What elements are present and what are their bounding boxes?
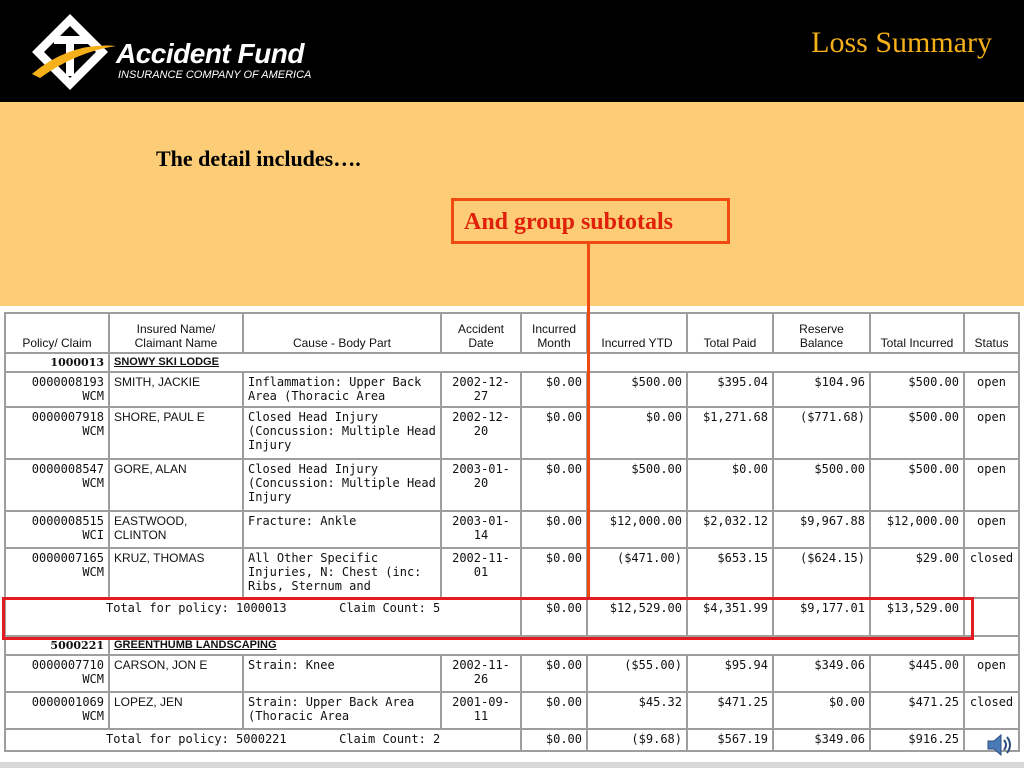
incurred-month: $0.00 [521, 548, 587, 598]
group-insured-name: SNOWY SKI LODGE [109, 353, 1019, 372]
cause-body-part: Strain: Upper Back Area (Thoracic Area [243, 692, 441, 729]
group-policy-number: 5000221 [5, 636, 109, 655]
col-header-status: Status [964, 313, 1019, 353]
total-incurred: $29.00 [870, 548, 964, 598]
incurred-month: $0.00 [521, 459, 587, 511]
claim-number: 0000007918 WCM [5, 407, 109, 459]
col-header-accident-date: Accident Date [441, 313, 521, 353]
table-row [5, 372, 1019, 407]
subtotal-claim-count: Claim Count: 2 [339, 732, 441, 746]
claimant-name: SHORE, PAUL E [109, 407, 243, 459]
incurred-month: $0.00 [521, 692, 587, 729]
reserve-balance: $104.96 [773, 372, 870, 407]
claim-status: open [964, 407, 1019, 459]
loss-table-panel [0, 306, 1024, 768]
detail-subtitle: The detail includes…. [156, 146, 361, 171]
incurred-ytd: $500.00 [587, 372, 687, 407]
subtotal-total-paid: $4,351.99 [687, 598, 773, 636]
total-paid: $0.00 [687, 459, 773, 511]
subtotal-label: Total for policy: 5000221 [106, 732, 287, 746]
reserve-balance: ($624.15) [773, 548, 870, 598]
accident-date: 2002-12-20 [441, 407, 521, 459]
bottom-scrollbar[interactable] [0, 762, 1024, 768]
claim-status: open [964, 655, 1019, 692]
accident-fund-logo [30, 12, 330, 92]
subtotal-claim-count: Claim Count: 5 [339, 601, 441, 615]
subtotal-total-incurred: $13,529.00 [870, 598, 964, 636]
subtotal-incurred-month: $0.00 [521, 598, 587, 636]
subtotal-reserve-balance: $9,177.01 [773, 598, 870, 636]
total-paid: $1,271.68 [687, 407, 773, 459]
reserve-balance: $500.00 [773, 459, 870, 511]
logo-mark-icon [30, 12, 120, 92]
col-header-cause: Cause - Body Part [243, 313, 441, 353]
incurred-month: $0.00 [521, 372, 587, 407]
accident-date: 2003-01-14 [441, 511, 521, 548]
speaker-icon[interactable] [984, 730, 1014, 760]
total-paid: $95.94 [687, 655, 773, 692]
cause-body-part: Inflammation: Upper Back Area (Thoracic Area [243, 372, 441, 407]
callout-connector-line [587, 244, 590, 599]
table-row [5, 407, 1019, 459]
claim-number: 0000008193 WCM [5, 372, 109, 407]
group-policy-number: 1000013 [5, 353, 109, 372]
table-row [5, 459, 1019, 511]
claimant-name: LOPEZ, JEN [109, 692, 243, 729]
subtotal-total-paid: $567.19 [687, 729, 773, 751]
accident-date: 2002-11-01 [441, 548, 521, 598]
incurred-month: $0.00 [521, 407, 587, 459]
incurred-ytd: $500.00 [587, 459, 687, 511]
total-paid: $395.04 [687, 372, 773, 407]
subtotal-incurred-ytd: $12,529.00 [587, 598, 687, 636]
reserve-balance: ($771.68) [773, 407, 870, 459]
claim-number: 0000008515 WCI [5, 511, 109, 548]
accident-date: 2001-09-11 [441, 692, 521, 729]
total-incurred: $471.25 [870, 692, 964, 729]
claimant-name: EASTWOOD, CLINTON [109, 511, 243, 548]
claim-number: 0000007165 WCM [5, 548, 109, 598]
incurred-ytd: ($471.00) [587, 548, 687, 598]
subtotal-row [5, 729, 1019, 751]
cause-body-part: Strain: Knee [243, 655, 441, 692]
subtotal-reserve-balance: $349.06 [773, 729, 870, 751]
col-header-total-paid: Total Paid [687, 313, 773, 353]
claim-number: 0000008547 WCM [5, 459, 109, 511]
total-paid: $2,032.12 [687, 511, 773, 548]
claim-number: 0000001069 WCM [5, 692, 109, 729]
incurred-month: $0.00 [521, 655, 587, 692]
slide-title: Loss Summary [811, 26, 992, 59]
reserve-balance: $9,967.88 [773, 511, 870, 548]
col-header-incurred-month: Incurred Month [521, 313, 587, 353]
accident-date: 2002-12-27 [441, 372, 521, 407]
incurred-ytd: $12,000.00 [587, 511, 687, 548]
subtotal-incurred-ytd: ($9.68) [587, 729, 687, 751]
table-header-row [5, 313, 1019, 353]
total-paid: $471.25 [687, 692, 773, 729]
claim-status: closed [964, 548, 1019, 598]
total-incurred: $500.00 [870, 407, 964, 459]
cause-body-part: Closed Head Injury (Concussion: Multiple Head Injury [243, 407, 441, 459]
total-incurred: $12,000.00 [870, 511, 964, 548]
cause-body-part: All Other Specific Injuries, N: Chest (inc: Ribs, Sternum and [243, 548, 441, 598]
table-row [5, 655, 1019, 692]
incurred-ytd: ($55.00) [587, 655, 687, 692]
total-paid: $653.15 [687, 548, 773, 598]
reserve-balance: $349.06 [773, 655, 870, 692]
table-row [5, 548, 1019, 598]
col-header-policy: Policy/ Claim [5, 313, 109, 353]
group-subtotals-callout: And group subtotals [451, 198, 730, 244]
col-header-incurred-ytd: Incurred YTD [587, 313, 687, 353]
total-incurred: $445.00 [870, 655, 964, 692]
incurred-month: $0.00 [521, 511, 587, 548]
logo-subtitle: INSURANCE COMPANY OF AMERICA [118, 69, 312, 81]
cause-body-part: Closed Head Injury (Concussion: Multiple Head Injury [243, 459, 441, 511]
accident-date: 2002-11-26 [441, 655, 521, 692]
claimant-name: GORE, ALAN [109, 459, 243, 511]
claim-status: closed [964, 692, 1019, 729]
claim-status: open [964, 372, 1019, 407]
claimant-name: CARSON, JON E [109, 655, 243, 692]
subtotal-label: Total for policy: 1000013 [106, 601, 287, 615]
total-incurred: $500.00 [870, 459, 964, 511]
group-row [5, 353, 1019, 372]
col-header-total-incurred: Total Incurred [870, 313, 964, 353]
total-incurred: $500.00 [870, 372, 964, 407]
table-row [5, 692, 1019, 729]
claimant-name: KRUZ, THOMAS [109, 548, 243, 598]
subtotal-highlight-box [2, 597, 974, 640]
header-bar [0, 0, 1024, 102]
subtotal-total-incurred: $916.25 [870, 729, 964, 751]
incurred-ytd: $0.00 [587, 407, 687, 459]
subtotal-label-cell [5, 729, 521, 751]
col-header-reserve-balance: Reserve Balance [773, 313, 870, 353]
logo-name: Accident Fund [116, 38, 304, 69]
reserve-balance: $0.00 [773, 692, 870, 729]
claim-status: open [964, 511, 1019, 548]
claim-number: 0000007710 WCM [5, 655, 109, 692]
incurred-ytd: $45.32 [587, 692, 687, 729]
table-row [5, 511, 1019, 548]
subtotal-incurred-month: $0.00 [521, 729, 587, 751]
cause-body-part: Fracture: Ankle [243, 511, 441, 548]
group-insured-name: GREENTHUMB LANDSCAPING [109, 636, 1019, 655]
claim-status: open [964, 459, 1019, 511]
accident-date: 2003-01-20 [441, 459, 521, 511]
col-header-insured: Insured Name/ Claimant Name [109, 313, 243, 353]
loss-summary-table [4, 312, 1020, 752]
claimant-name: SMITH, JACKIE [109, 372, 243, 407]
